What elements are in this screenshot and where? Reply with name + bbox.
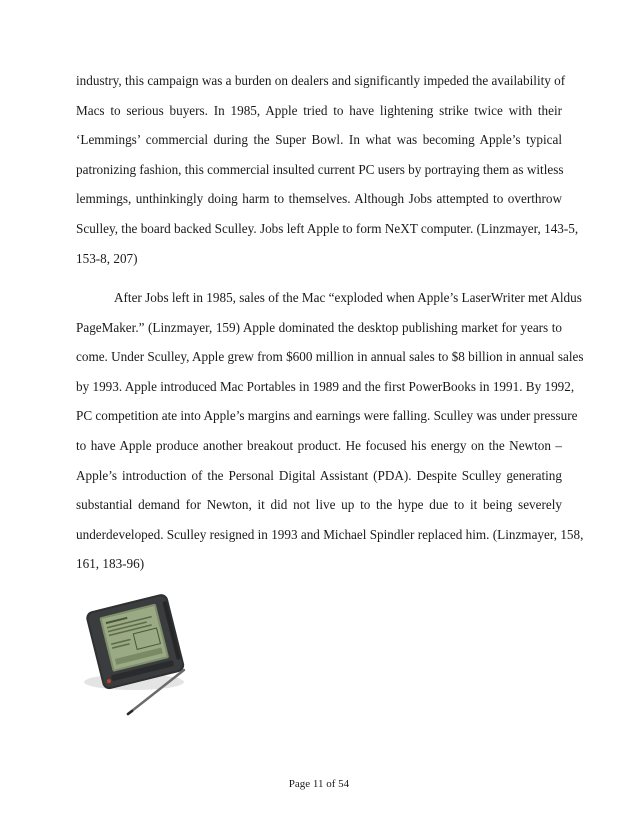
text-line: lemmings, unthinkingly doing harm to themselves. Although Jobs attempted to overthrow xyxy=(76,191,562,207)
page-number: Page 11 of 54 xyxy=(288,778,350,790)
text-line: Macs to serious buyers. In 1985, Apple tried to have lightening strike twice with their xyxy=(76,102,562,118)
newton-pda-image xyxy=(76,590,196,720)
text-line: ‘Lemmings’ commercial during the Super Bowl. In what was becoming Apple’s typical xyxy=(76,132,562,148)
text-line: substantial demand for Newton, it did not live up to the hype due to it being severely xyxy=(76,497,562,513)
paragraph-2 xyxy=(76,283,584,579)
text-line: patronizing fashion, this commercial insulted current PC users by portraying them as witless xyxy=(76,161,564,177)
text-line: to have Apple produce another breakout product. He focused his energy on the Newton – xyxy=(76,437,562,453)
page-footer xyxy=(0,778,638,790)
text-line: come. Under Sculley, Apple grew from $600 million in annual sales to $8 billion in annual sales xyxy=(76,349,584,365)
text-line: PC competition ate into Apple’s margins and earnings were falling. Sculley was under pressure xyxy=(76,408,578,424)
text-line: industry, this campaign was a burden on dealers and significantly impeded the availability of xyxy=(76,73,566,88)
paragraph-1 xyxy=(76,66,579,273)
text-line: Apple’s introduction of the Personal Digital Assistant (PDA). Despite Sculley generating xyxy=(76,467,562,483)
text-line: 161, 183-96) xyxy=(76,556,145,572)
text-line: After Jobs left in 1985, sales of the Mac “exploded when Apple’s LaserWriter met Aldus xyxy=(114,290,582,305)
text-line: underdeveloped. Sculley resigned in 1993 and Michael Spindler replaced him. (Linzmayer, 158, xyxy=(76,526,584,542)
text-line: Sculley, the board backed Sculley. Jobs left Apple to form NeXT computer. (Linzmayer, 143-5, xyxy=(76,220,579,236)
text-line: PageMaker.” (Linzmayer, 159) Apple dominated the desktop publishing market for years to xyxy=(76,319,562,335)
text-line: 153-8, 207) xyxy=(76,250,138,266)
text-line: by 1993. Apple introduced Mac Portables in 1989 and the first PowerBooks in 1991. By 1992, xyxy=(76,378,575,394)
